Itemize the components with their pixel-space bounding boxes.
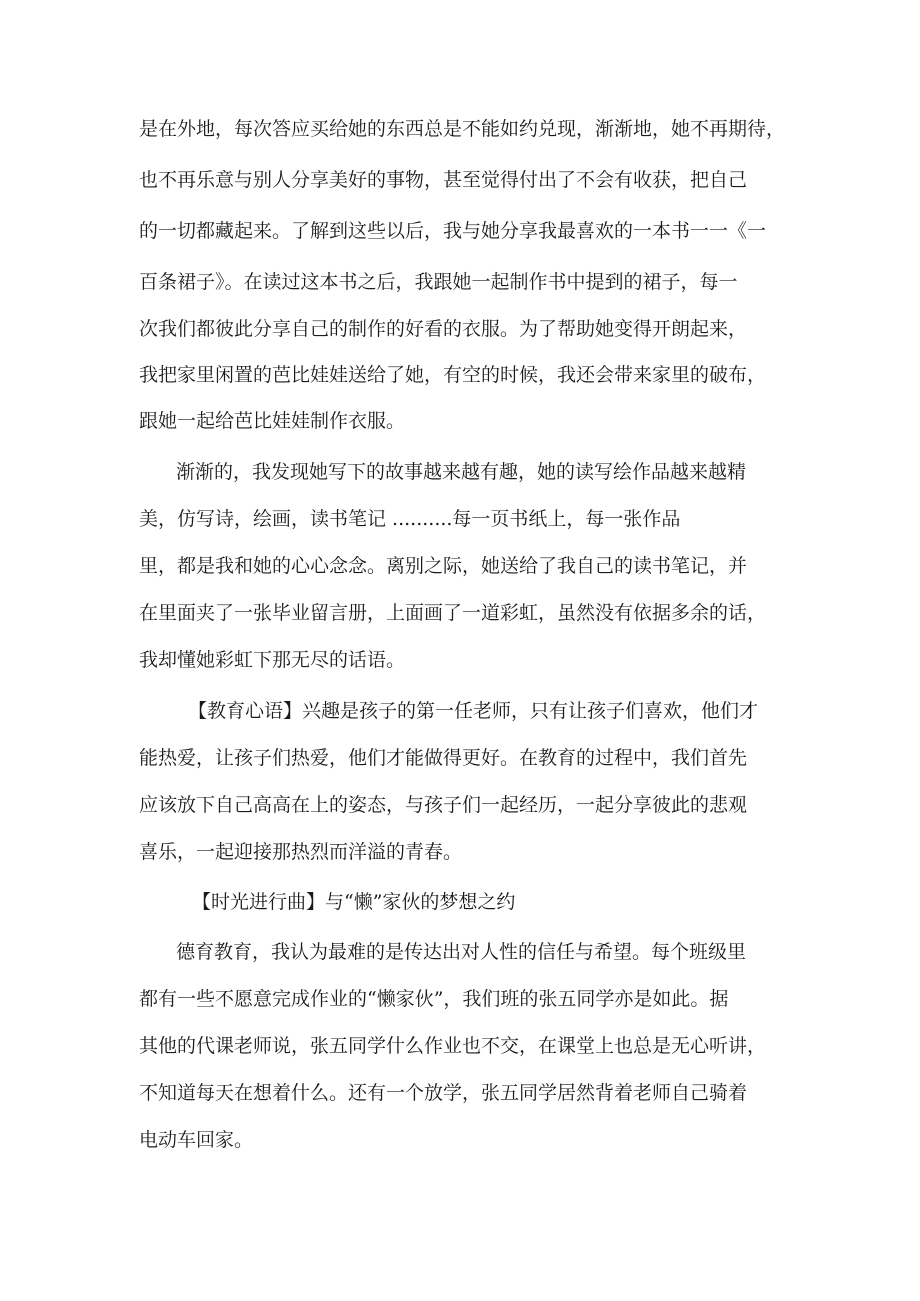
text-line: 跟她一起给芭比娃娃制作衣服。 (139, 410, 406, 432)
text-line: 在里面夹了一张毕业留言册，上面画了一道彩虹，虽然没有依据多余的话， (139, 602, 767, 624)
text-line: 我把家里闲置的芭比娃娃送给了她，有空的时候，我还会带来家里的破布， (139, 364, 767, 386)
text-line: 里，都是我和她的心心念念。离别之际，她送给了我自己的读书笔记，并 (139, 555, 748, 577)
text-line: 【教育心语】兴趣是孩子的第一任老师，只有让孩子们喜欢，他们才 (188, 700, 759, 722)
text-line: 我却懂她彩虹下那无尽的话语。 (139, 649, 406, 671)
text-line: 应该放下自己高高在上的姿态，与孩子们一起经历，一起分享彼此的悲观 (139, 794, 748, 816)
text-line: 德育教育，我认为最难的是传达出对人性的信任与希望。每个班级里 (176, 941, 747, 963)
text-line: 的一切都藏起来。了解到这些以后，我与她分享我最喜欢的一本书一一《一 (139, 220, 767, 242)
text-line: 次我们都彼此分享自己的制作的好看的衣服。为了帮助她变得开朗起来， (139, 318, 748, 340)
text-line: 喜乐，一起迎接那热烈而洋溢的青春。 (139, 841, 463, 863)
text-line: 美，仿写诗，绘画，读书笔记 ..........每一页书纸上，每一张作品 (139, 508, 681, 530)
text-line: 也不再乐意与别人分享美好的事物，甚至觉得付出了不会有收获，把自己 (139, 169, 748, 191)
text-line: 百条裙子》。在读过这本书之后，我跟她一起制作书中提到的裙子，每一 (139, 271, 738, 293)
text-line: 电动车回家。 (139, 1129, 254, 1151)
text-line: 是在外地，每次答应买给她的东西总是不能如约兑现，渐渐地，她不再期待， (139, 118, 786, 140)
section-heading: 【时光进行曲】与“懒”家伙的梦想之约 (192, 891, 516, 913)
text-line: 其他的代课老师说，张五同学什么作业也不交，在课堂上也总是无心听讲， (139, 1035, 767, 1057)
text-line: 都有一些不愿意完成作业的“懒家伙”，我们班的张五同学亦是如此。据 (139, 988, 729, 1010)
text-line: 能热爱，让孩子们热爱，他们才能做得更好。在教育的过程中，我们首先 (139, 747, 748, 769)
text-line: 渐渐的，我发现她写下的故事越来越有趣，她的读写绘作品越来越精 (176, 461, 747, 483)
text-line: 不知道每天在想着什么。还有一个放学，张五同学居然背着老师自己骑着 (139, 1082, 748, 1104)
